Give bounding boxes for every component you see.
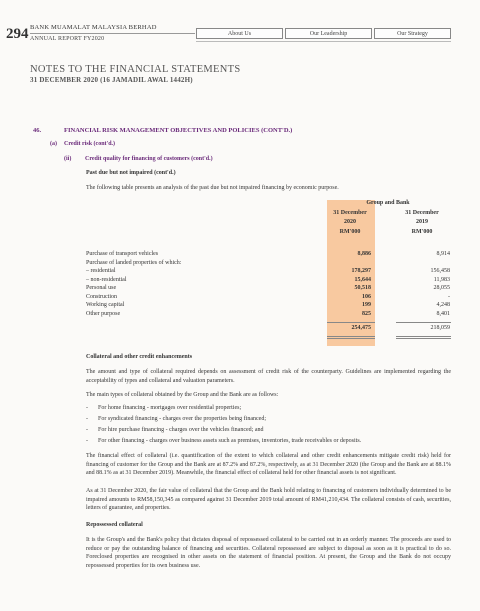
value-2020: 825 <box>362 310 371 317</box>
list-item: - For syndicated financing - charges over the properties being financed; <box>86 416 451 427</box>
bank-name: BANK MUAMALAT MALAYSIA BERHAD <box>30 24 157 31</box>
value-2020: 50,518 <box>354 285 371 291</box>
row-label: Construction <box>86 293 117 300</box>
subsection-ii-title: Credit quality for financing of customers (cont'd.) <box>85 156 213 162</box>
col-2019-unit: RM'000 <box>411 229 433 235</box>
table-row <box>86 277 451 285</box>
nav-divider <box>196 41 451 42</box>
report-name: ANNUAL REPORT FY2020 <box>30 36 105 42</box>
row-label: – residential <box>86 268 116 274</box>
table-row <box>86 302 451 310</box>
list-item: - For other financing - charges over business assets such as premises, inventories, trade receivables or deposits. <box>86 438 451 449</box>
value-2019: 4,248 <box>436 302 450 308</box>
collateral-paragraph-2: The main types of collateral obtained by the Group and the Bank are as follows: <box>86 392 279 398</box>
col-2020-year: 2020 <box>344 219 356 225</box>
header-divider <box>30 33 195 34</box>
intro-text: The following table presents an analysis of the past due but not impaired financing by economic purpose. <box>86 185 339 191</box>
nav-our-strategy[interactable]: Our Strategy <box>374 28 451 39</box>
collateral-paragraph-4: As at 31 December 2020, the fair value of collateral that the Group and the Bank hold relating to financing of customers individually determined to be impaired amounts to RM58,150,345 as compared against 31 December 2019 total amount of RM41,210,434. The collateral consists of cash, securities, letters of guarantee, and properties. <box>86 488 451 511</box>
section-number: 46. <box>33 127 42 134</box>
subtotal-rule-2020 <box>327 322 375 323</box>
subtotal-rule-2019 <box>396 322 451 323</box>
table-row <box>86 294 451 302</box>
value-2019: 8,914 <box>436 251 450 257</box>
value-2020: 178,297 <box>351 268 371 274</box>
row-label: Other purpose <box>86 310 121 317</box>
page-number: 294 <box>6 26 29 42</box>
value-2020: 15,644 <box>354 276 371 283</box>
value-2019: 28,055 <box>433 285 450 291</box>
col-2019-year: 2019 <box>416 219 428 225</box>
table-row <box>86 285 451 293</box>
value-2019: 11,983 <box>433 276 450 283</box>
section-title: FINANCIAL RISK MANAGEMENT OBJECTIVES AND POLICIES (CONT'D.) <box>64 127 293 134</box>
total-2020: 254,475 <box>351 325 371 331</box>
repossessed-heading: Repossessed collateral <box>86 522 143 528</box>
table-row <box>86 311 451 319</box>
table-row <box>86 260 451 268</box>
value-2020: 199 <box>362 302 371 308</box>
total-rule-2019 <box>396 336 451 337</box>
subsection-a-label: (a) <box>50 141 57 147</box>
subsection-a-title: Credit risk (cont'd.) <box>64 141 116 147</box>
page-subtitle: 31 DECEMBER 2020 (16 JAMADIL AWAL 1442H) <box>30 76 193 84</box>
list-item: - For home financing - mortgages over residential properties; <box>86 405 451 416</box>
total-rule-2020 <box>327 336 375 337</box>
value-2019: - <box>448 293 450 300</box>
nav-about-us[interactable]: About Us <box>196 28 283 39</box>
value-2019: 8,401 <box>436 310 450 317</box>
row-label: – non-residential <box>86 276 127 283</box>
group-bank-header: Group and Bank <box>366 200 410 206</box>
collateral-types-list <box>86 405 451 449</box>
past-due-heading: Past due but not impaired (cont'd.) <box>86 170 176 176</box>
row-label: Working capital <box>86 302 125 308</box>
col-2019-date: 31 December <box>405 210 439 216</box>
page-title: NOTES TO THE FINANCIAL STATEMENTS <box>30 64 241 75</box>
collateral-heading: Collateral and other credit enhancements <box>86 354 193 360</box>
table-row <box>86 251 451 259</box>
total-2019: 218,059 <box>430 325 450 331</box>
row-label: Purchase of transport vehicles <box>86 251 159 257</box>
repossessed-paragraph: It is the Group's and the Bank's policy that dictates disposal of repossessed collateral to be carried out in an orderly manner. The proceeds are used to reduce or pay the outstanding balance of financing and securities. Collateral repossessed are subject to disposal as soon as it is practical to do so. Foreclosed properties are recognised in other assets on the statement of financial position. At present, the Group and the Bank do not occupy repossessed properties for its own business use. <box>86 537 451 569</box>
table-row <box>86 268 451 276</box>
collateral-paragraph-3: The financial effect of collateral (i.e. quantification of the extent to which collateral and other credit enhancements mitigate credit risk) held for financing of customer for the Group and the Bank are at 87.2% and 87.2%, respectively, as at 31 December 2020 (the Group and the Bank are at 88.1% and 88.1% as at 31 December 2019). Meanwhile, the financial effect of collateral held for other financial assets is not significant. <box>86 453 451 476</box>
total-double-rule-2019 <box>396 338 451 339</box>
nav-our-leadership[interactable]: Our Leadership <box>285 28 372 39</box>
row-label: Personal use <box>86 285 117 291</box>
row-label: Purchase of landed properties of which: <box>86 259 182 266</box>
value-2020: 106 <box>362 293 371 300</box>
list-item: - For hire purchase financing - charges over the vehicles financed; and <box>86 427 451 438</box>
value-2020: 8,886 <box>357 251 371 257</box>
col-2020-date: 31 December <box>333 210 367 216</box>
subsection-ii-label: (ii) <box>64 156 72 162</box>
table-total-row <box>86 325 451 333</box>
value-2019: 156,458 <box>430 268 450 274</box>
total-double-rule-2020 <box>327 338 375 339</box>
collateral-paragraph-1: The amount and type of collateral required depends on assessment of credit risk of the counterparty. Guidelines are implemented regarding the acceptability of types and collateral and valuation parameters. <box>86 369 451 384</box>
col-2020-unit: RM'000 <box>339 229 361 235</box>
